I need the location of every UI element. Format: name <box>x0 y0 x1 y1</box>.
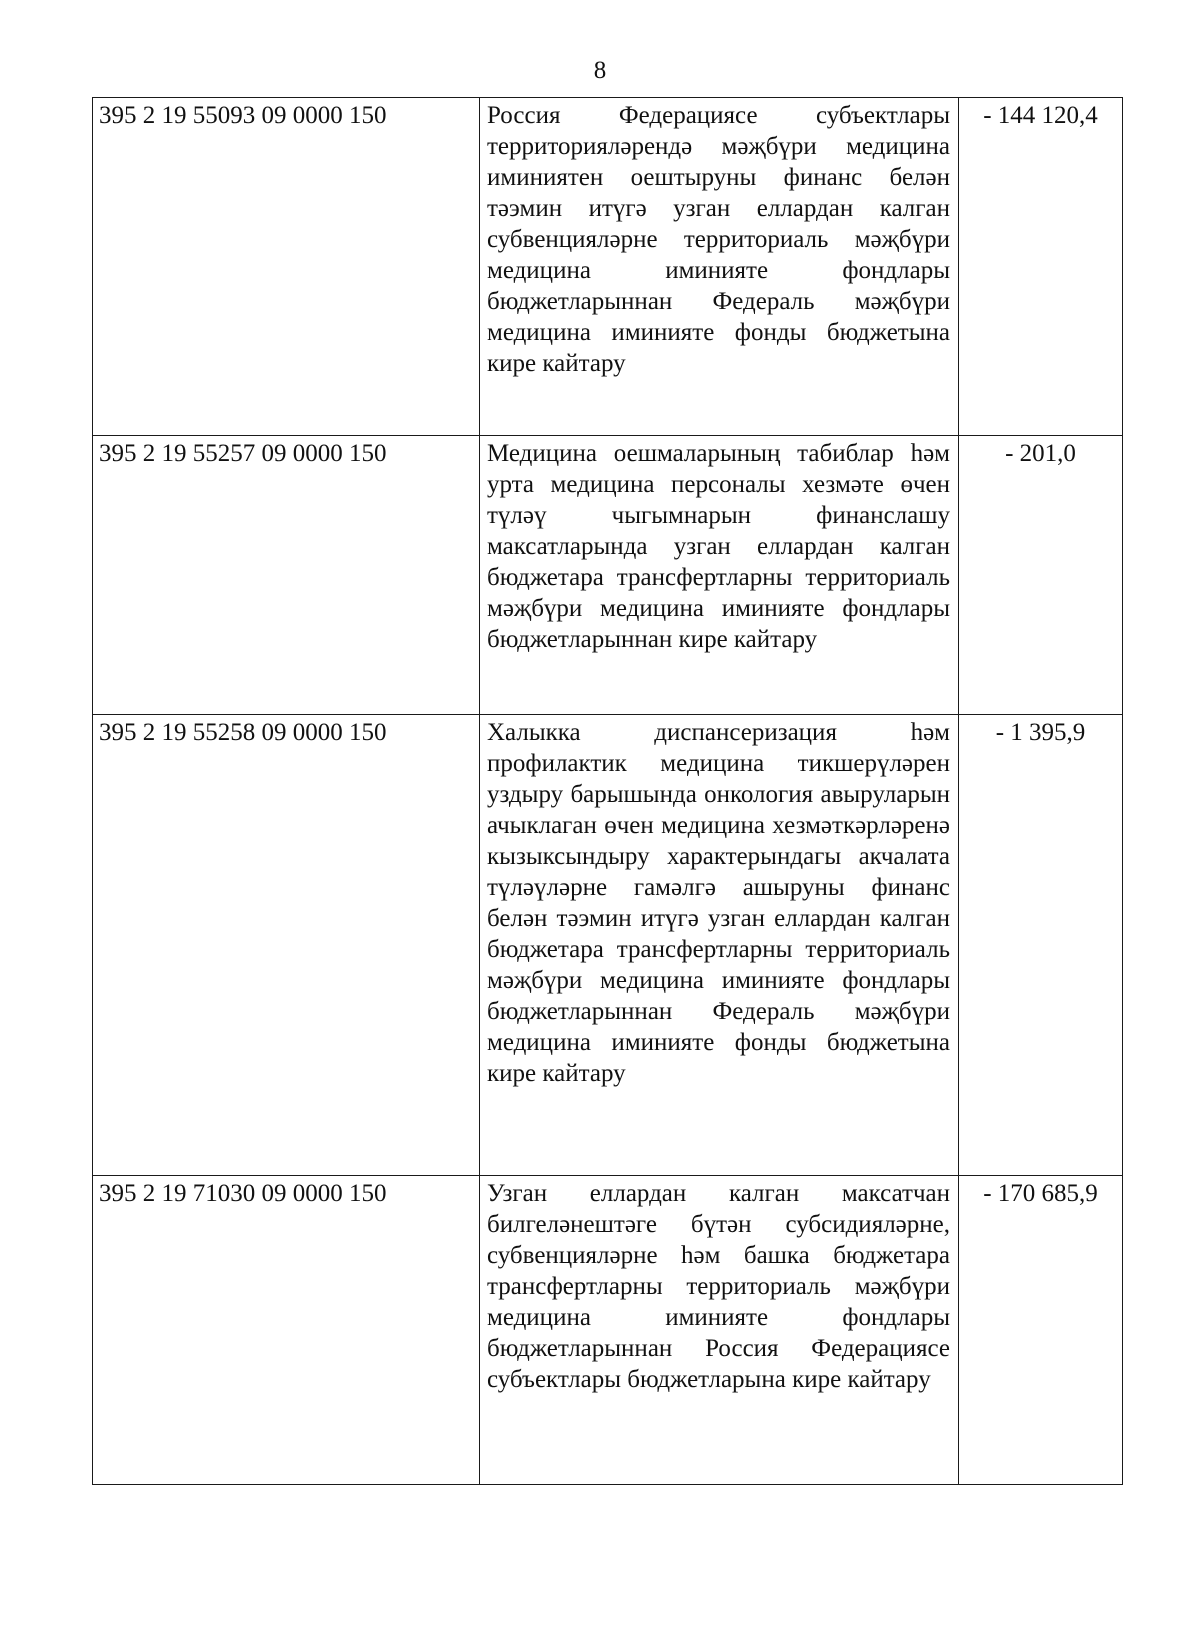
table-row <box>93 1176 1123 1485</box>
row-description <box>480 1176 959 1485</box>
row-description <box>480 98 959 436</box>
table-row <box>93 715 1123 1176</box>
amount-value: - 201,0 <box>959 436 1123 715</box>
description-text: Медицина оешмаларының табиблар һәм урта медицина персоналы хезмәте өчен түләү чыгымнарын финанслашу максатларында узган еллардан калган бюджетара трансфертларны территориаль мәҗбүри медицина иминияте фондлары бюджетларыннан кире кайтару <box>487 440 950 653</box>
budget-table <box>92 97 1123 1485</box>
budget-code: 395 2 19 55258 09 0000 150 <box>93 715 480 1176</box>
amount-value: - 144 120,4 <box>959 98 1123 436</box>
budget-code: 395 2 19 55257 09 0000 150 <box>93 436 480 715</box>
table-row <box>93 98 1123 436</box>
description-text: Узган еллардан калган максатчан билгеләнештәге бүтән субсидияләрне, субвенцияләрне һәм башка бюджетара трансфертларны территориаль мәҗбүри медицина иминияте фондлары бюджетларыннан Россия Федерациясе субъектлары бюджетларына кире кайтару <box>487 1180 950 1393</box>
table-row <box>93 436 1123 715</box>
description-text: Россия Федерациясе субъектлары территорияләрендә мәҗбүри медицина иминиятен оештыруны финанс белән тәэмин итүгә узган еллардан калган субвенцияләрне территориаль мәҗбүри медицина иминияте фондлары бюджетларыннан Федераль мәҗбүри медицина иминияте фонды бюджетына кире кайтару <box>487 102 950 377</box>
budget-code: 395 2 19 55093 09 0000 150 <box>93 98 480 436</box>
row-description <box>480 715 959 1176</box>
row-description <box>480 436 959 715</box>
amount-value: - 170 685,9 <box>959 1176 1123 1485</box>
page-number: 8 <box>593 57 607 84</box>
amount-value: - 1 395,9 <box>959 715 1123 1176</box>
description-text: Халыкка диспансеризация һәм профилактик медицина тикшерүләрен уздыру барышында онкология авыруларын ачыклаган өчен медицина хезмәткәрләренә кызыксындыру характерындагы акчалата түләүләрне гамәлгә ашыруны финанс белән тәэмин итүгә узган еллардан калган бюджетара трансфертларны территориаль мәҗбүри медицина иминияте фондлары бюджетларыннан Федераль мәҗбүри медицина иминияте фонды бюджетына кире кайтару <box>487 719 950 1087</box>
budget-code: 395 2 19 71030 09 0000 150 <box>93 1176 480 1485</box>
